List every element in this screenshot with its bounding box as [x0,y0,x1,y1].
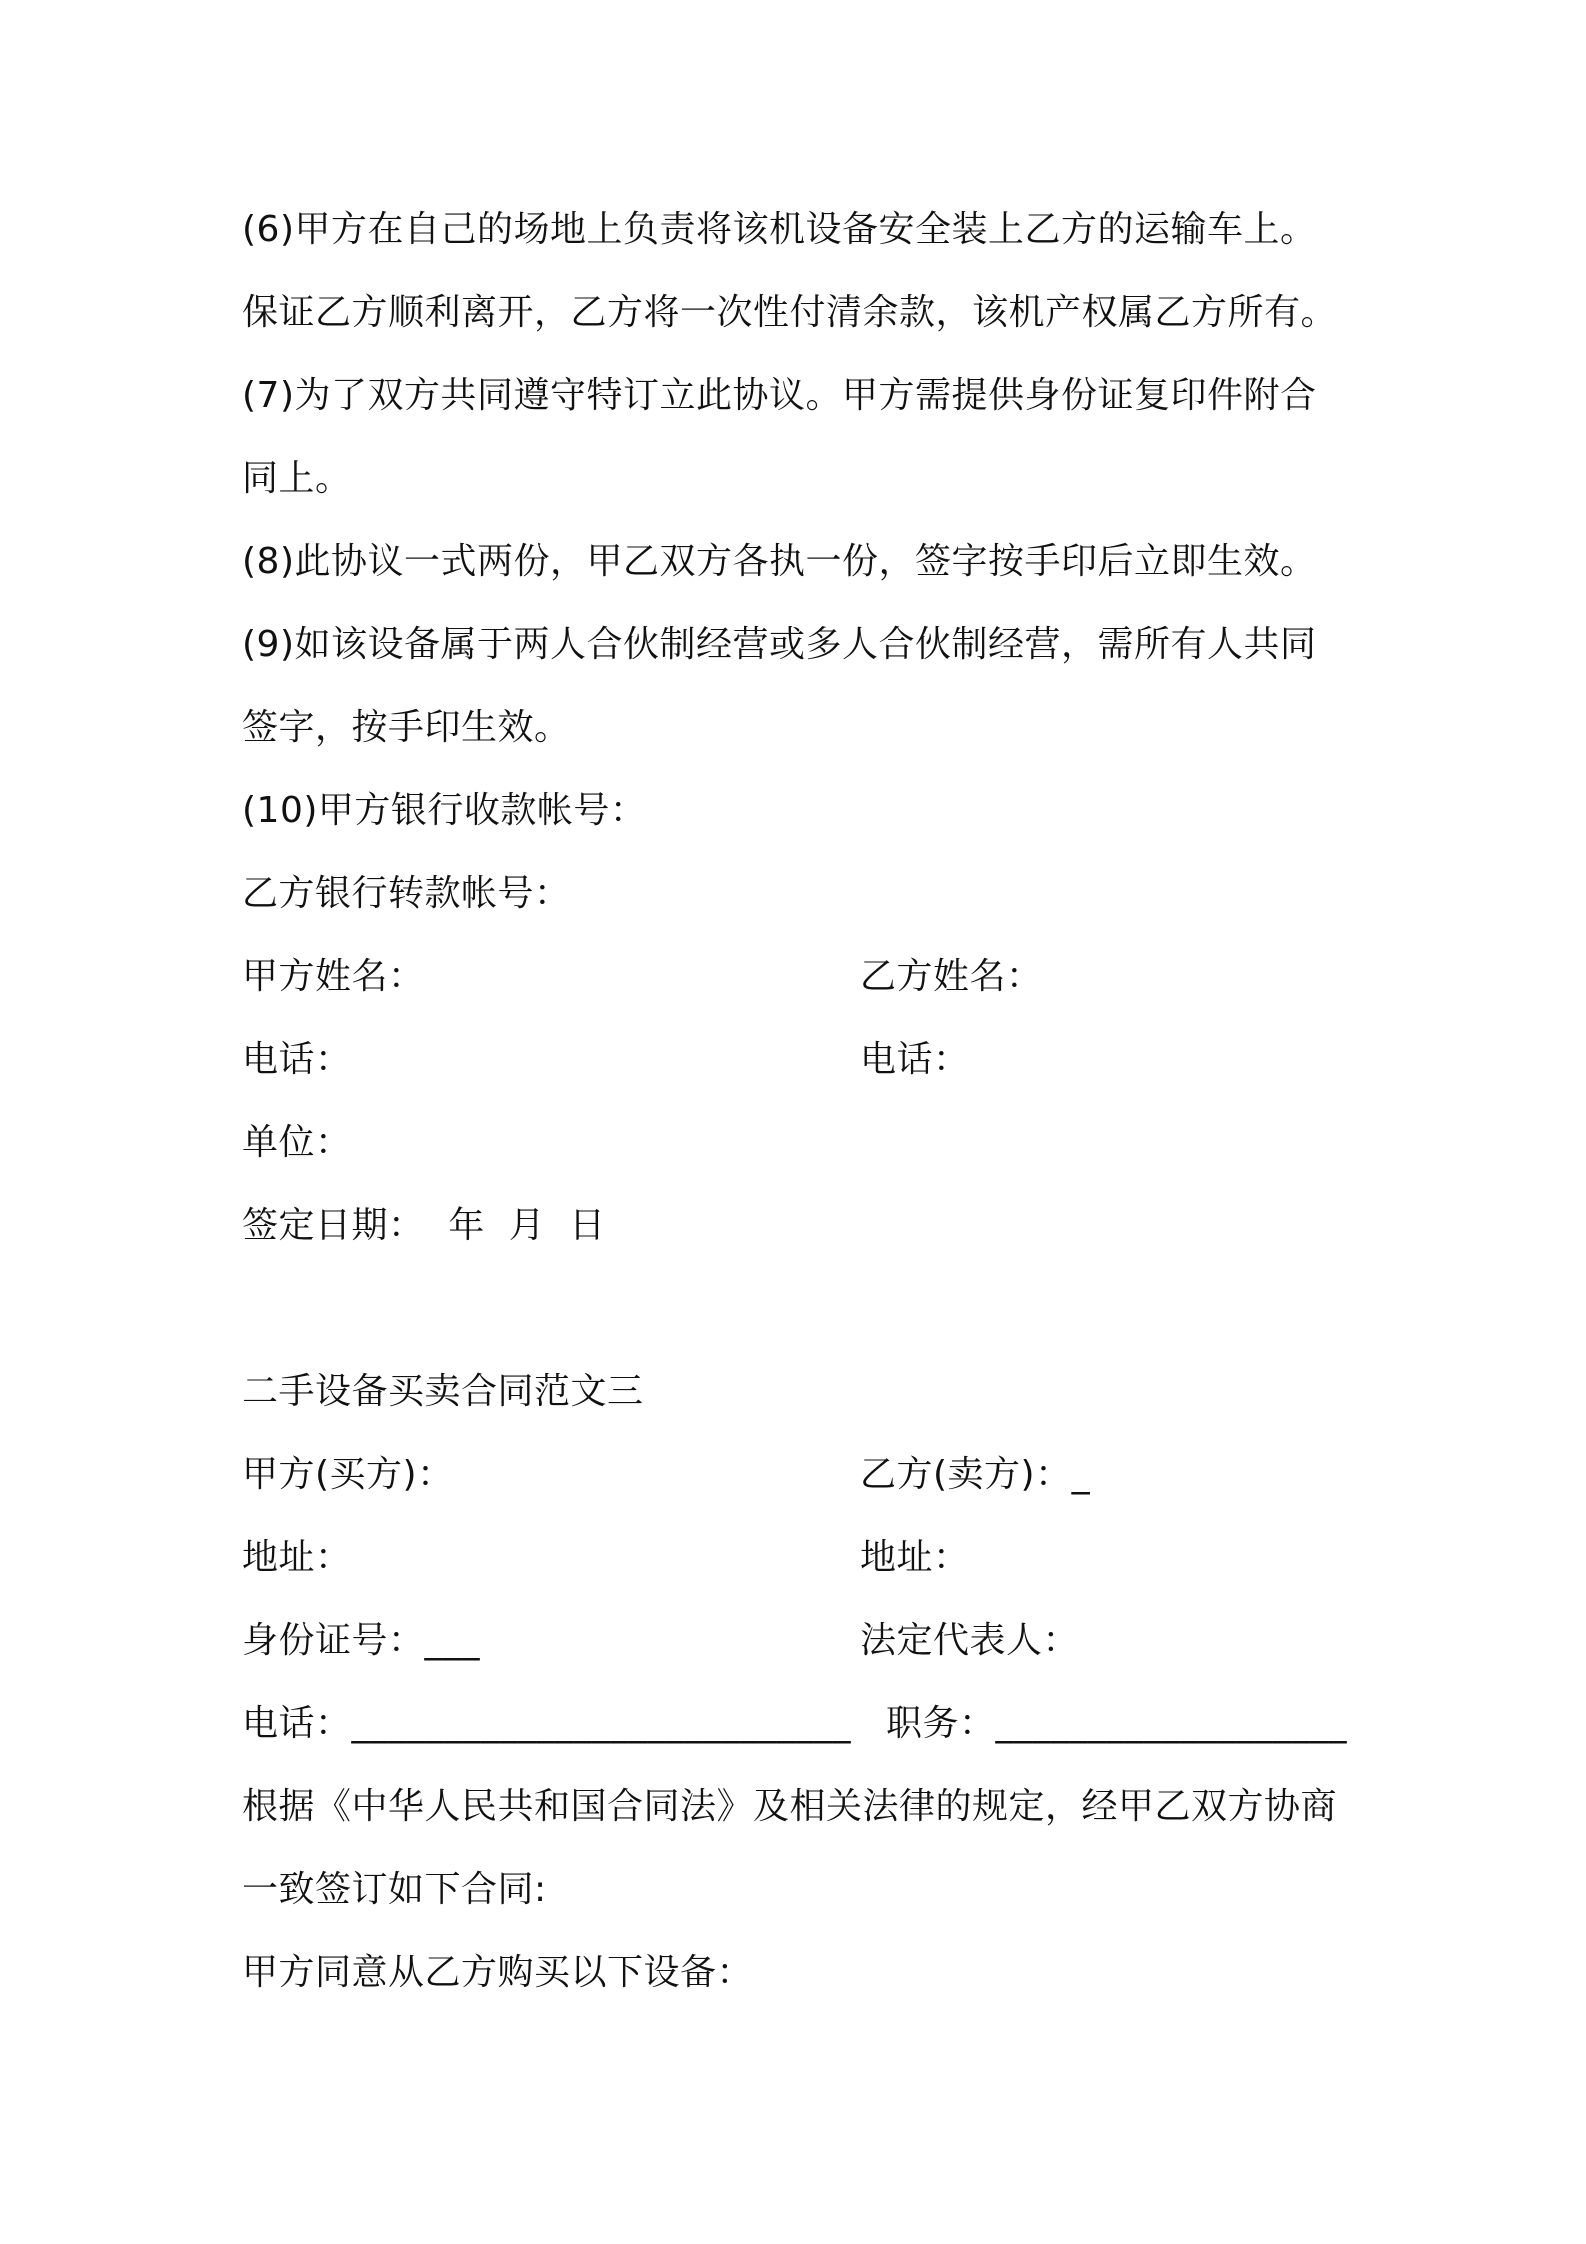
buyer-address-label: 地址： [242,1537,352,1578]
legal-representative-label: 法定代表人： [860,1620,1080,1661]
party-a-name-label: 甲方姓名： [242,956,425,997]
clause-10-line-2: 乙方银行转款帐号： [242,873,571,914]
id-number-label: 身份证号：___ [242,1620,481,1661]
seller-address-label: 地址： [860,1537,970,1578]
clause-6-line-1: (6)甲方在自己的场地上负责将该机设备安全装上乙方的运输车上。 [242,209,1317,250]
clause-9-line-2: 签字，按手印生效。 [242,707,571,748]
clause-10-line-1: (10)甲方银行收款帐号： [242,790,647,831]
contract-3-title: 二手设备买卖合同范文三 [242,1371,644,1412]
party-a-unit-label: 单位： [242,1122,352,1163]
clause-7-line-1: (7)为了双方共同遵守特订立此协议。甲方需提供身份证复印件附合 [242,375,1317,416]
clause-8-line-1: (8)此协议一式两份，甲乙双方各执一份，签字按手印后立即生效。 [242,541,1317,582]
party-b-name-label: 乙方姓名： [860,956,1043,997]
purchase-statement: 甲方同意从乙方购买以下设备： [242,1952,754,1993]
sign-date-label: 签定日期： 年 月 日 [242,1205,606,1246]
party-a-phone-label: 电话： [242,1039,352,1080]
clause-6-line-2: 保证乙方顺利离开，乙方将一次性付清余款，该机产权属乙方所有。 [242,292,1338,333]
position-field-label: 职务：___________________ [886,1703,1348,1744]
preamble-line-2: 一致签订如下合同: [242,1869,547,1910]
party-b-phone-label: 电话： [860,1039,970,1080]
buyer-label: 甲方(买方)： [242,1454,454,1495]
clause-9-line-1: (9)如该设备属于两人合伙制经营或多人合伙制经营，需所有人共同 [242,624,1317,665]
phone-field-label: 电话：___________________________ [242,1703,852,1744]
clause-7-line-2: 同上。 [242,458,352,499]
seller-label: 乙方(卖方)：_ [860,1454,1091,1495]
preamble-line-1: 根据《中华人民共和国合同法》及相关法律的规定，经甲乙双方协商 [242,1786,1338,1827]
